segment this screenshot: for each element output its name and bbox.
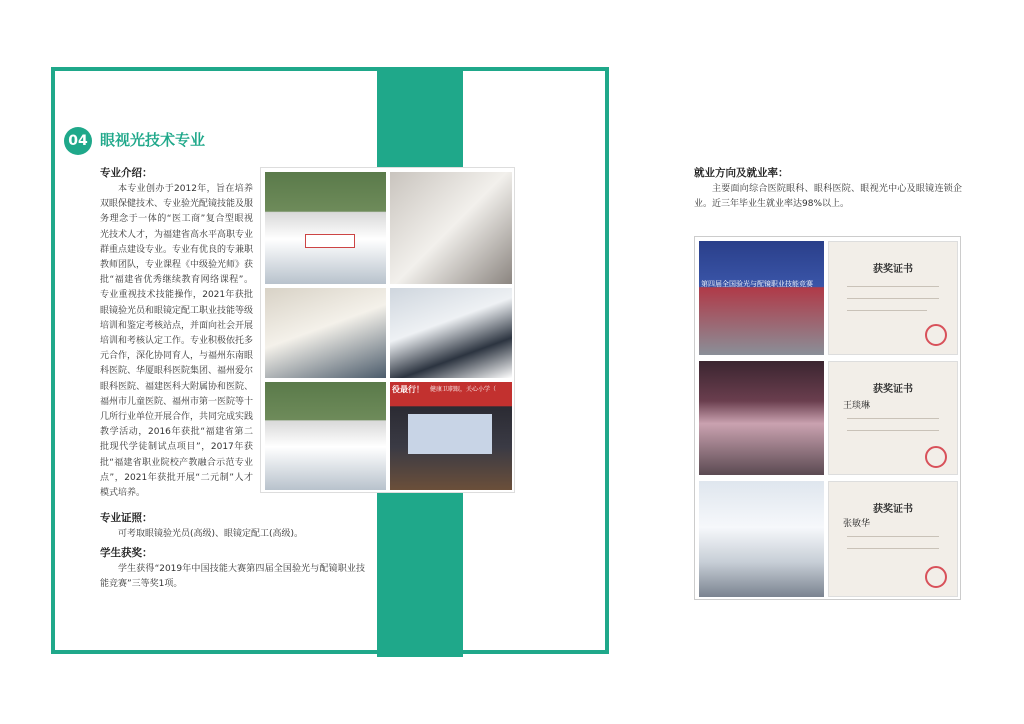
awards-body: 学生获得“2019年中国技能大赛第四届全国验光与配镜职业技能竞赛”三等奖1项。 (100, 564, 365, 590)
intro-heading: 专业介绍： (100, 167, 153, 179)
award-certificate-1 (828, 241, 958, 355)
photo-banner (305, 234, 355, 248)
red-seal-icon (925, 324, 947, 346)
awards-gallery (694, 236, 961, 600)
photo-lab-training (390, 172, 512, 284)
section-title: 眼视光技术专业 (100, 131, 206, 149)
photo-eye-exam (265, 288, 386, 378)
certificate-line (847, 430, 939, 431)
certificate-line (847, 310, 927, 311)
certificate-title: 获奖证书 (873, 504, 913, 515)
red-seal-icon (925, 566, 947, 588)
photo-group-outdoor (265, 172, 386, 284)
certificate-line (847, 536, 939, 537)
employment-body: 主要面向综合医院眼科、眼科医院、眼视光中心及眼镜连锁企业。近三年毕业生就业率达98%以上。 (694, 184, 962, 210)
certificate-body: 可考取眼镜验光员(高级)、眼镜定配工(高级)。 (118, 529, 304, 539)
photo-award-ceremony (699, 361, 824, 475)
certificate-line (847, 286, 939, 287)
section-number-badge: 04 (64, 127, 92, 155)
certificate-title: 获奖证书 (873, 384, 913, 395)
photo-slit-lamp (390, 288, 512, 378)
photo-sign-text: 役最行！ (392, 385, 424, 394)
photo-group-outdoor-2 (265, 382, 386, 490)
certificate-line (847, 418, 939, 419)
photo-competition-stage (699, 241, 824, 355)
certificate-recipient-name: 张敏华 (843, 519, 871, 529)
certificate-line (847, 548, 939, 549)
certificate-recipient-name: 王琰琳 (843, 401, 871, 411)
certificate-heading: 专业证照： (100, 512, 153, 524)
certificate-line (847, 298, 939, 299)
competition-banner-text: 第四届全国验光与配镜职业技能竞赛 (701, 280, 813, 288)
red-seal-icon (925, 446, 947, 468)
award-certificate-3 (828, 481, 958, 597)
photo-sign-text-2: 健康卫职眼，关心小学（ (430, 386, 497, 393)
photo-collage (260, 167, 515, 493)
photo-projection-screen (408, 414, 492, 454)
photo-exam-hall (699, 481, 824, 597)
award-certificate-2 (828, 361, 958, 475)
certificate-title: 获奖证书 (873, 264, 913, 275)
photo-classroom-event (390, 382, 512, 490)
intro-body: 本专业创办于2012年，旨在培养双眼保健技术、专业验光配镜技能及服务理念于一体的“医工商”复合型眼视光技术人才，为福建省高水平高职专业群重点建设专业。专业有优良的专兼职教师团队，专业课程《中级验光师》获批“福建省优秀继续教育网络课程”。专业重视技术技能操作，2021年获批眼镜验光员和眼镜定配工职业技能等级培训和鉴定考核站点，并面向社会开展培训和考核认定工作。专业积极依托多元合作，深化协同育人，与福州东南眼科医院、华厦眼科医院集团、福州爱尔眼科医院、福建医科大附属协和医院、福州市儿童医院、福州市第一医院等十几所行业单位开展合作，共同完成实践教学活动，2016年获批“福建省第二批现代学徒制试点项目”，2017年获批“福建省职业院校产教融合示范专业点”，2021年获批开展“二元制”人才模式培养。 (100, 184, 254, 499)
employment-heading: 就业方向及就业率： (694, 167, 789, 179)
awards-heading: 学生获奖： (100, 547, 153, 559)
